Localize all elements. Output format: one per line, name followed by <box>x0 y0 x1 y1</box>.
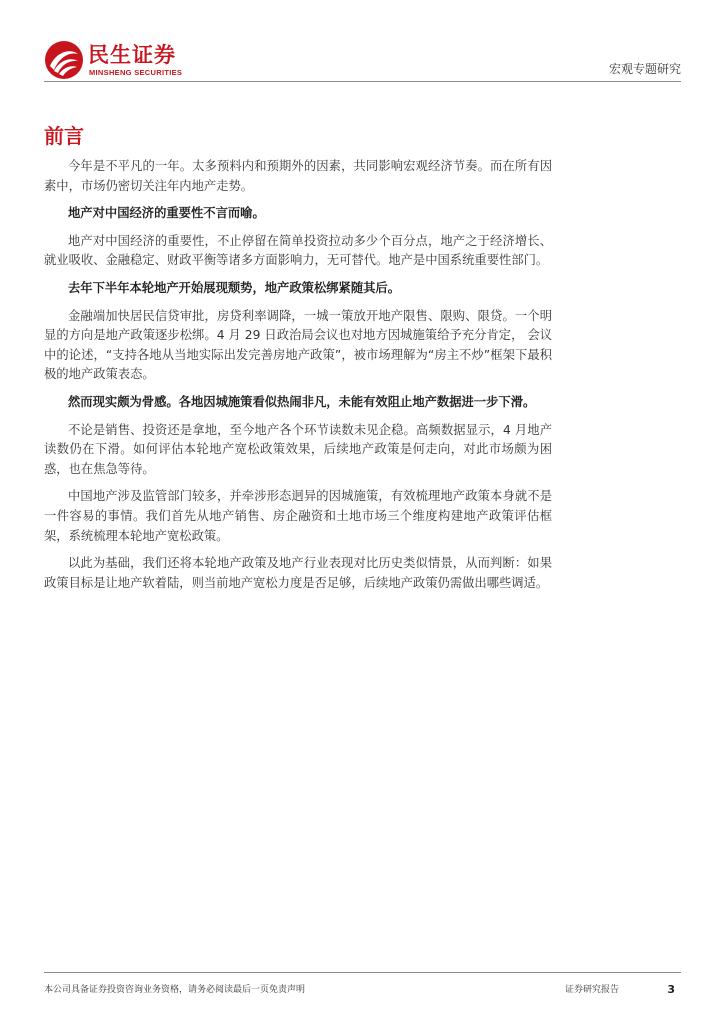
paragraph-bold: 地产对中国经济的重要性不言而喻。 <box>68 206 265 221</box>
paragraph: 中国地产涉及监管部门较多，并牵涉形态迥异的因城施策，有效梳理地产政策本身就不是一件容易的事情。我们首先从地产销售、房企融资和土地市场三个维度构建地产政策评估框架，系统梳理本轮地产宽松政策。 <box>44 489 552 543</box>
body-text <box>44 157 552 601</box>
page-number: 3 <box>667 983 675 996</box>
footer-disclaimer: 本公司具备证券投资咨询业务资格，请务必阅读最后一页免责声明 <box>44 985 306 995</box>
brand-name-cn: 民生证券 <box>88 43 176 67</box>
header-divider <box>44 81 681 82</box>
paragraph: 今年是不平凡的一年。太多预料内和预期外的因素，共同影响宏观经济节奏。而在所有因素中，市场仍密切关注年内地产走势。 <box>44 159 552 193</box>
page-header <box>0 0 724 90</box>
footer-doc-type: 证券研究报告 <box>565 985 620 995</box>
paragraph: 地产对中国经济的重要性，不止停留在简单投资拉动多少个百分点，地产之于经济增长、就业吸收、金融稳定、财政平衡等诸多方面影响力，无可替代。地产是中国系统重要性部门。 <box>44 233 552 268</box>
section-title: 前言 <box>44 124 84 148</box>
paragraph: 不论是销售、投资还是拿地，至今地产各个环节读数未见企稳。高频数据显示，4 月地产读数仍在下滑。如何评估本轮地产宽松政策效果，后续地产政策是何走向，对此市场颇为困惑，也在焦急等待。 <box>44 422 552 476</box>
paragraph-bold: 然而现实颇为骨感。各地因城施策看似热闹非凡，未能有效阻止地产数据进一步下滑。 <box>68 394 536 409</box>
brand-name-en: MINSHENG SECURITIES <box>89 68 183 77</box>
minsheng-logo-icon <box>44 40 84 80</box>
paragraph: 以此为基础，我们还将本轮地产政策及地产行业表现对比历史类似情景，从而判断：如果政策目标是让地产软着陆，则当前地产宽松力度是否足够，后续地产政策仍需做出哪些调适。 <box>44 556 552 590</box>
report-type-label: 宏观专题研究 <box>608 62 681 76</box>
paragraph: 金融端加快居民信贷审批，房贷利率调降，一城一策放开地产限售、限购、限贷。一个明显的方向是地产政策逐步松绑。4 月 29 日政治局会议也对地方因城施策给予充分肯定， 会议中的论述，“支持各地从当地实际出发完善房地产政策”，被市场理解为“房主不炒”框架下最积极的地产政策表态。 <box>44 308 552 382</box>
footer-divider <box>44 972 681 973</box>
paragraph-bold: 去年下半年本轮地产开始展现颓势，地产政策松绑紧随其后。 <box>68 280 401 295</box>
